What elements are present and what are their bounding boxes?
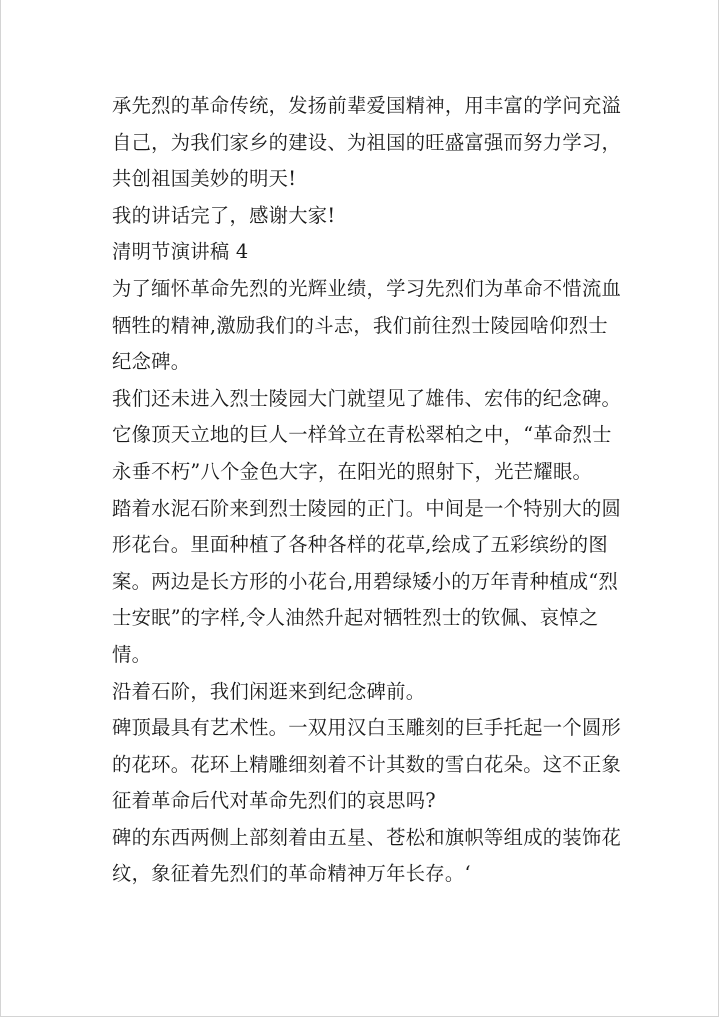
text-line: 永垂不朽”八个金色大字，在阳光的照射下，光芒耀眼。 [112,459,593,483]
text-line: 情。 [112,642,152,666]
text-line: 案。两边是长方形的小花台,用碧绿矮小的万年青种植成“烈 [112,569,619,593]
text-line: 我们还未进入烈士陵园大门就望见了雄伟、宏伟的纪念碑。 [112,386,622,410]
text-line: 为了缅怀革命先烈的光辉业绩，学习先烈们为革命不惜流血 [112,276,622,300]
section-heading: 清明节演讲稿 4 [112,240,249,264]
document-body [112,88,622,893]
text-line: 的花环。花环上精雕细刻着不计其数的雪白花朵。这不正象 [112,752,622,776]
text-line: 我的讲话完了，感谢大家! [112,203,336,227]
text-line: 征着革命后代对革命先烈们的哀思吗? [112,789,436,813]
text-line: 牺牲的精神,激励我们的斗志，我们前往烈士陵园啥仰烈士 [112,313,608,337]
text-line: 共创祖国美妙的明天! [112,167,297,191]
text-line: 自己，为我们家乡的建设、为祖国的旺盛富强而努力学习， [112,130,622,154]
text-line: 碑顶最具有艺术性。一双用汉白玉雕刻的巨手托起一个圆形 [112,716,622,740]
text-line: 纹，象征着先烈们的革命精神万年长存。‘ [112,862,471,886]
text-line: 它像顶天立地的巨人一样耸立在青松翠柏之中，“革命烈士 [112,423,612,447]
text-line: 纪念碑。 [112,350,191,374]
text-line: 承先烈的革命传统，发扬前辈爱国精神，用丰富的学问充溢 [112,94,622,117]
text-line: 碑的东西两侧上部刻着由五星、苍松和旗帜等组成的装饰花 [112,825,622,849]
text-line: 形花台。里面种植了各种各样的花草,绘成了五彩缤纷的图 [112,533,608,557]
text-line: 沿着石阶，我们闲逛来到纪念碑前。 [112,679,426,703]
text-line: 士安眠”的字样,令人油然升起对牺牲烈士的钦佩、哀悼之 [112,606,599,630]
text-line: 踏着水泥石阶来到烈士陵园的正门。中间是一个特别大的圆 [112,496,622,520]
